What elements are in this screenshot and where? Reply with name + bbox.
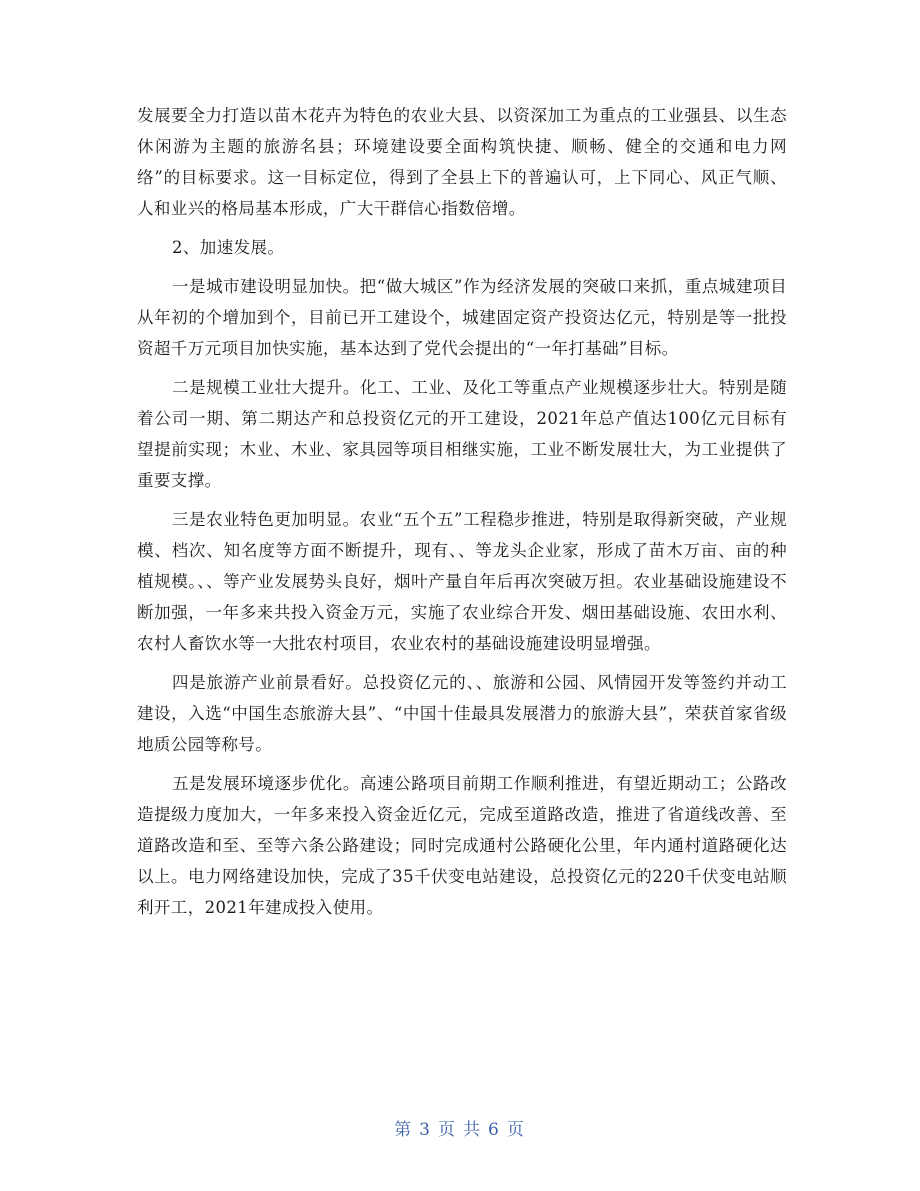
footer-label-page: 第 <box>394 1120 414 1140</box>
paragraph-industry: 二是规模工业壮大提升。化工、工业、及化工等重点产业规模逐步壮大。特别是随着公司一期、第二期达产和总投资亿元的开工建设，2021年总产值达100亿元目标有望提前实现；木业、木业、家具园等项目相继实施，工业不断发展壮大，为工业提供了重要支撑。 <box>137 378 787 490</box>
footer-total-pages: 6 <box>488 1120 501 1140</box>
paragraph-continuation: 发展要全力打造以苗木花卉为特色的农业大县、以资深加工为重点的工业强县、以生态休闲游为主题的旅游名县；环境建设要全面构筑快捷、顺畅、健全的交通和电力网络”的目标要求。这一目标定位，得到了全县上下的普遍认可，上下同心、风正气顺、人和业兴的格局基本形成，广大干群信心指数倍增。 <box>137 106 787 218</box>
footer-label-ye: 页 <box>438 1120 457 1140</box>
paragraph-environment: 五是发展环境逐步优化。高速公路项目前期工作顺利推进，有望近期动工；公路改造提级力度加大，一年多来投入资金近亿元，完成至道路改造，推进了省道线改善、至道路改造和至、至等六条公路建设；同时完成通村公路硬化公里，年内通村道路硬化达以上。电力网络建设加快，完成了35千伏变电站建设，总投资亿元的220千伏变电站顺利开工，2021年建成投入使用。 <box>137 774 787 917</box>
footer-label-ye2: 页 <box>506 1120 526 1140</box>
document-body <box>137 100 787 931</box>
paragraph-tourism: 四是旅游产业前景看好。总投资亿元的、、旅游和公园、风情园开发等签约并动工建设，入选“中国生态旅游大县”、“中国十佳最具发展潜力的旅游大县”，荣获首家省级地质公园等称号。 <box>137 673 787 754</box>
footer-label-total: 共 <box>463 1120 482 1140</box>
footer-current-page: 3 <box>419 1120 432 1140</box>
paragraph-urban-construction: 一是城市建设明显加快。把“做大城区”作为经济发展的突破口来抓，重点城建项目从年初的个增加到个，目前已开工建设个，城建固定资产投资达亿元，特别是等一批投资超千万元项目加快实施，基本达到了党代会提出的“一年打基础”目标。 <box>137 277 787 358</box>
page-footer <box>0 1115 920 1140</box>
paragraph-agriculture: 三是农业特色更加明显。农业“五个五”工程稳步推进，特别是取得新突破，产业规模、档次、知名度等方面不断提升，现有、、等龙头企业家，形成了苗木万亩、亩的种植规模。、、等产业发展势头良好，烟叶产量自年后再次突破万担。农业基础设施建设不断加强，一年多来共投入资金万元，实施了农业综合开发、烟田基础设施、农田水利、农村人畜饮水等一大批农村项目，农业农村的基础设施建设明显增强。 <box>137 510 787 653</box>
section-heading: 2、加速发展。 <box>172 238 285 257</box>
